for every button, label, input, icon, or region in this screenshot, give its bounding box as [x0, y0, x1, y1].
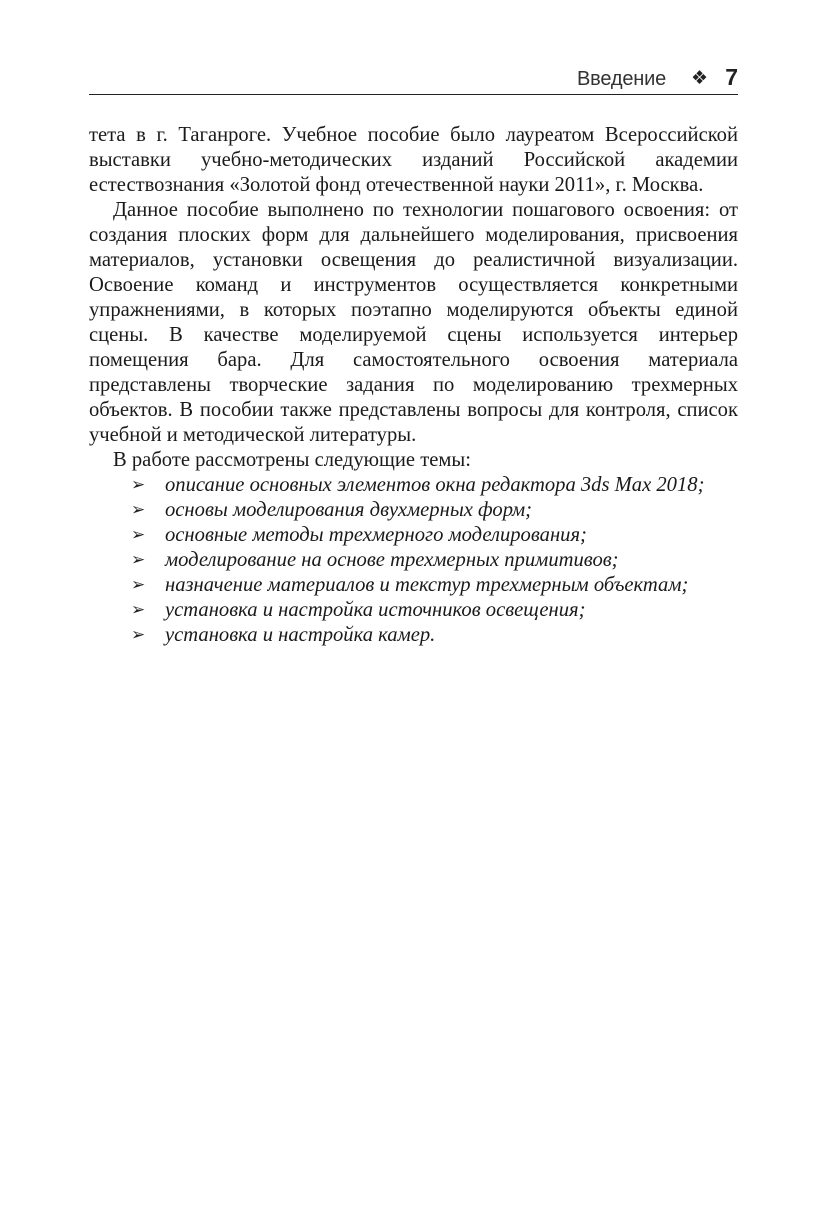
paragraph-continuation: тета в г. Таганроге. Учебное пособие было лауреатом Всероссийской выставки учебно-методических изданий Российской академии естествознания «Золотой фонд отечественной науки 2011», г. Москва.: [89, 124, 738, 196]
arrow-bullet-icon: ➢: [131, 475, 146, 495]
list-item-text: моделирование на основе трехмерных примитивов;: [165, 549, 619, 571]
ornament-icon: ❖: [690, 67, 708, 89]
list-item: [89, 523, 738, 548]
list-item-text: назначение материалов и текстур трехмерным объектам;: [165, 574, 689, 596]
topic-list: [89, 473, 738, 648]
list-item: [89, 498, 738, 523]
section-title: Введение: [577, 68, 666, 90]
list-item: [89, 598, 738, 623]
list-item-text: основы моделирования двухмерных форм;: [165, 499, 532, 521]
list-item: [89, 573, 738, 598]
running-header: [89, 64, 738, 95]
paragraph-method: Данное пособие выполнено по технологии пошагового освоения: от создания плоских форм для дальнейшего моделирования, присвоения материалов, установки освещения до реалистичной визуализации. Освоение команд и инструментов осуществляется конкретными упражнениями, в которых поэтапно моделируются объекты единой сцены. В качестве моделируемой сцены используется интерьер помещения бара. Для самостоятельного освоения материала представлены творческие задания по моделированию трехмерных объектов. В пособии также представлены вопросы для контроля, список учебной и методической литературы.: [89, 199, 738, 446]
body-text: [89, 123, 738, 648]
arrow-bullet-icon: ➢: [131, 550, 146, 570]
list-item-text: установка и настройка источников освещения;: [165, 599, 586, 621]
page-number: 7: [725, 64, 738, 90]
list-item-text: установка и настройка камер.: [165, 624, 436, 646]
arrow-bullet-icon: ➢: [131, 625, 146, 645]
list-item: [89, 473, 738, 498]
arrow-bullet-icon: ➢: [131, 600, 146, 620]
arrow-bullet-icon: ➢: [131, 500, 146, 520]
paragraph-topics-intro: В работе рассмотрены следующие темы:: [113, 449, 471, 471]
list-item: [89, 548, 738, 573]
list-item-text: описание основных элементов окна редактора 3ds Max 2018;: [165, 474, 705, 496]
arrow-bullet-icon: ➢: [131, 575, 146, 595]
list-item: [89, 623, 738, 648]
list-item-text: основные методы трехмерного моделирования;: [165, 524, 587, 546]
arrow-bullet-icon: ➢: [131, 525, 146, 545]
